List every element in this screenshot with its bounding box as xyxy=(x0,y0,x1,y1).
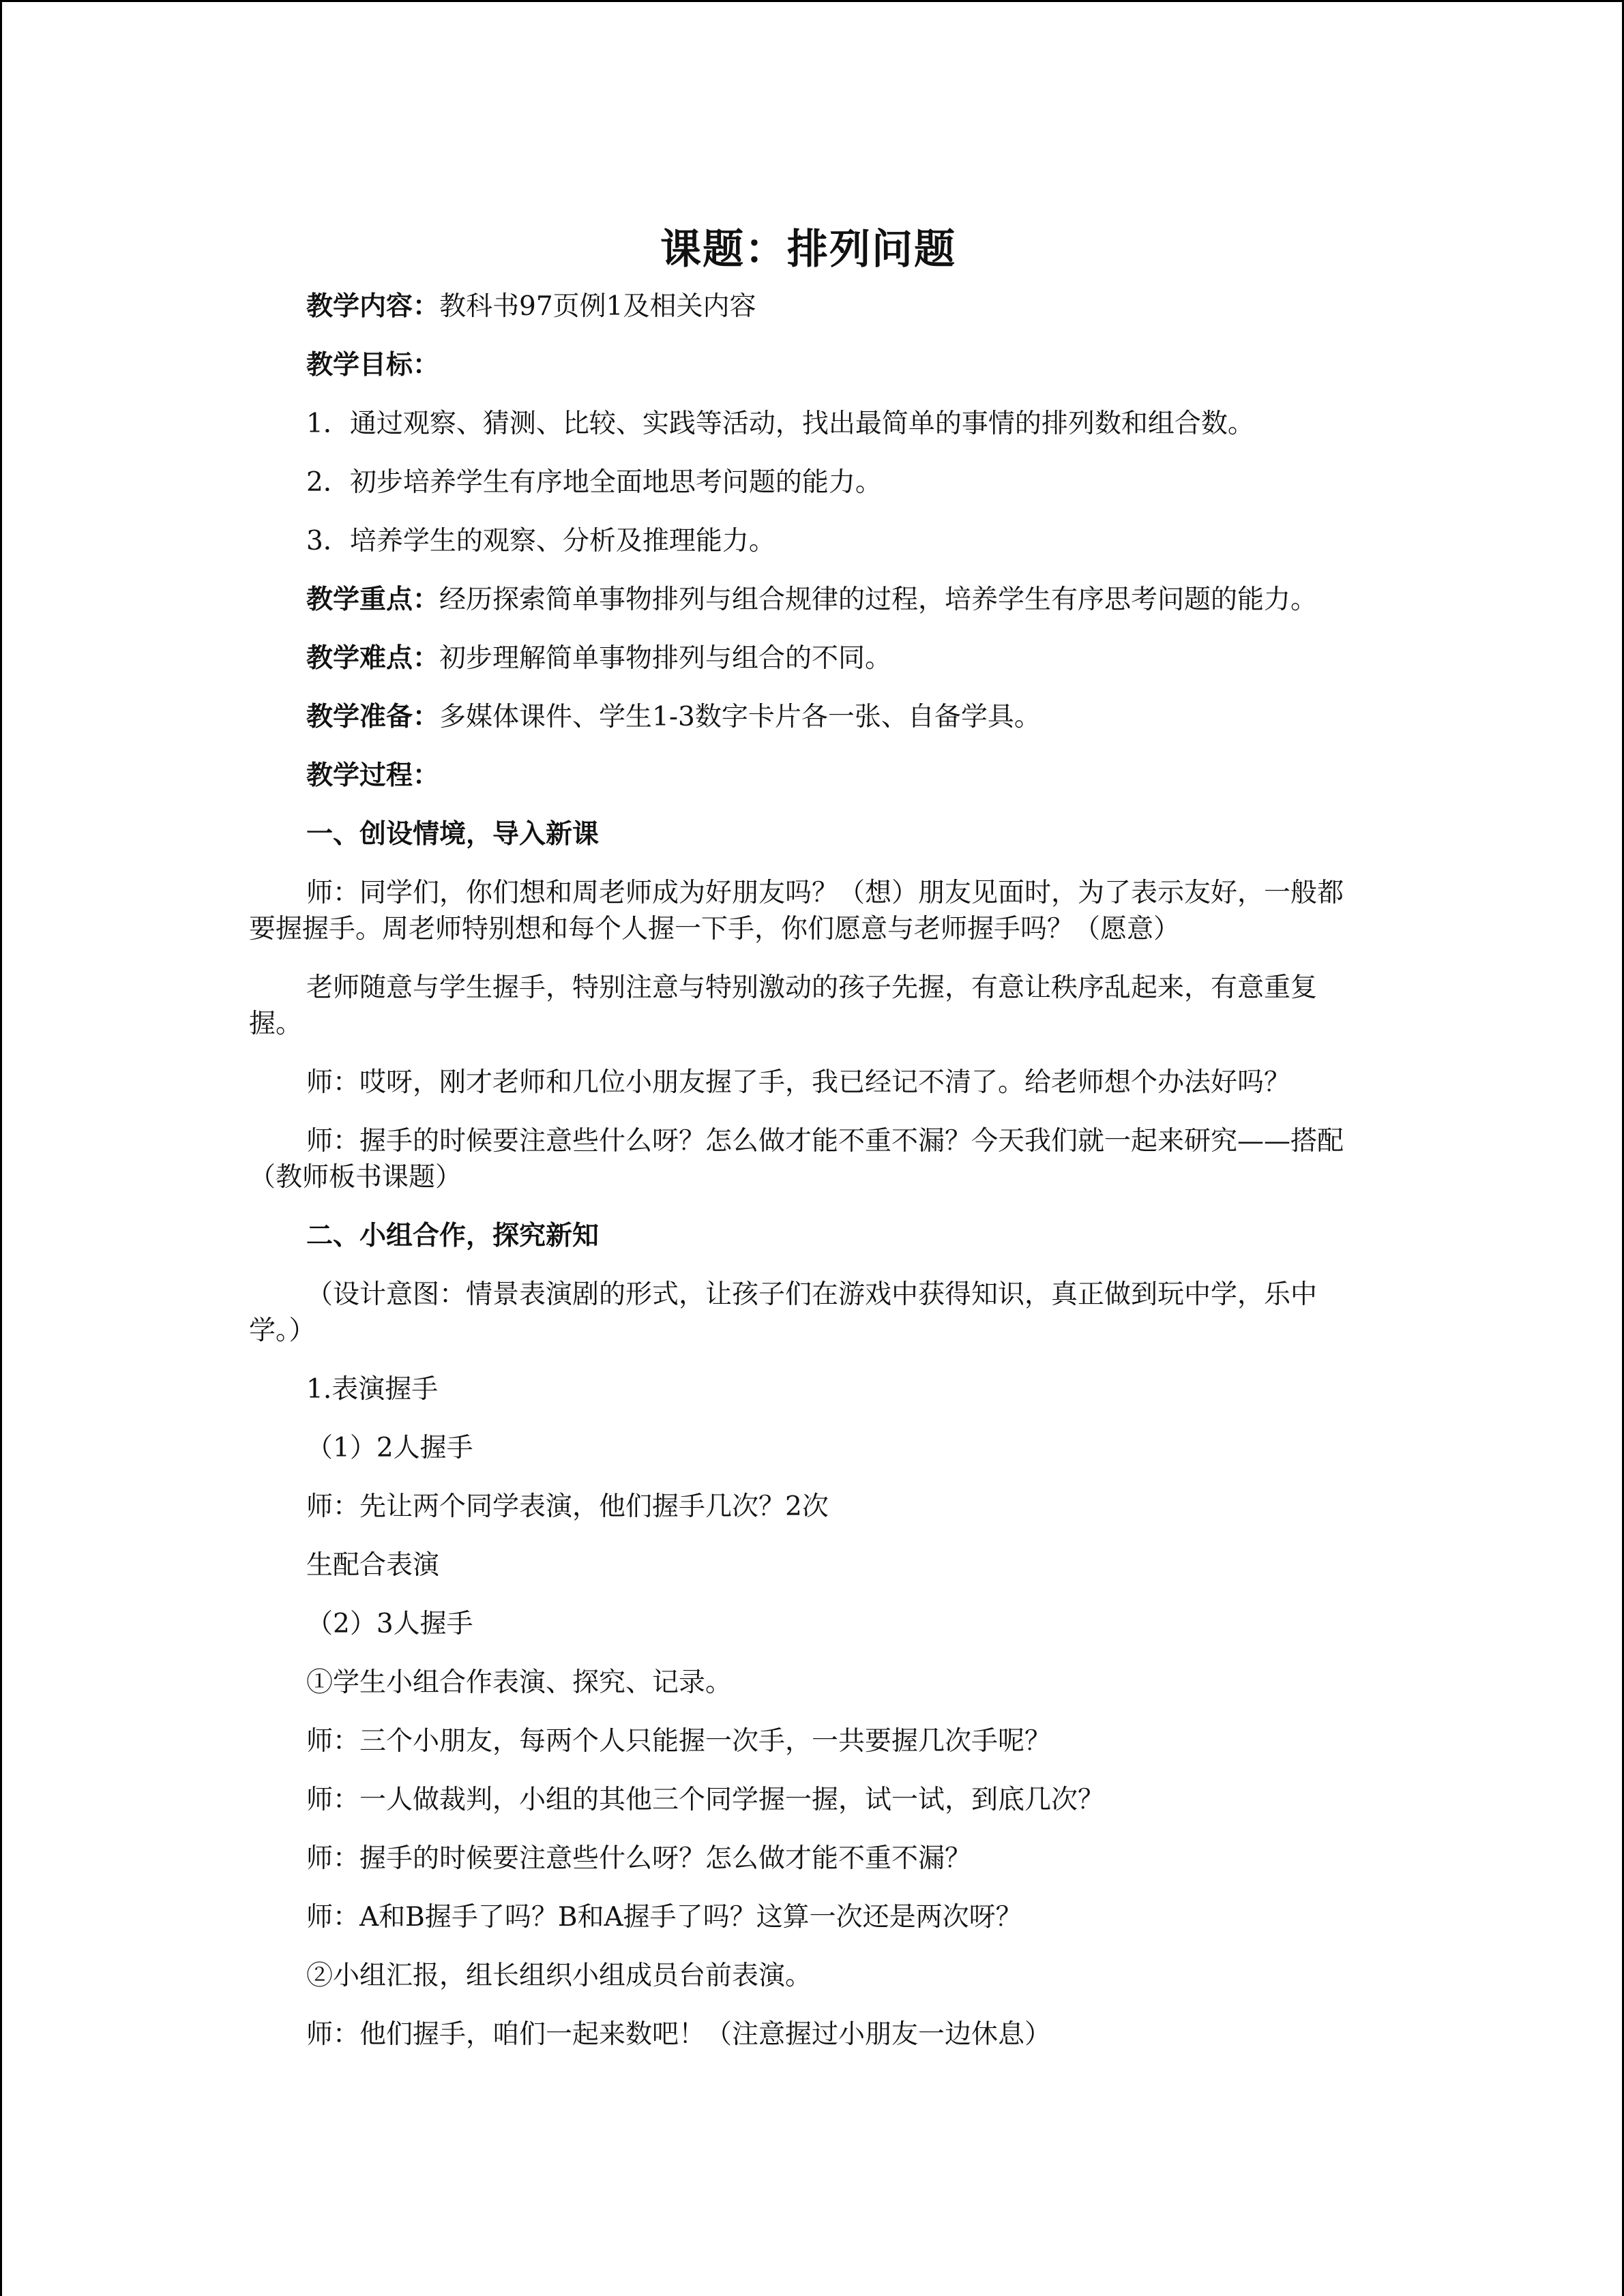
section-1-paragraph: 师：握手的时候要注意些什么呀？怎么做才能不重不漏？今天我们就一起来研究——搭配（教师板书课题） xyxy=(249,1126,1344,1193)
section-2-paragraph: 师：先让两个同学表演，他们握手几次？2次 xyxy=(306,1491,829,1522)
teaching-prep-text: 多媒体课件、学生1-3数字卡片各一张、自备学具。 xyxy=(439,702,1041,732)
teaching-process-heading xyxy=(249,758,1368,794)
teaching-goals-label: 教学目标： xyxy=(306,350,440,381)
section-2-paragraph: 师：A和B握手了吗？B和A握手了吗？这算一次还是两次呀？ xyxy=(306,1902,1022,1933)
section-2-paragraph: （设计意图：情景表演剧的形式，让孩子们在游戏中获得知识，真正做到玩中学，乐中学。） xyxy=(249,1279,1318,1346)
section-2-heading: 二、小组合作，探究新知 xyxy=(306,1221,600,1251)
teaching-key xyxy=(249,582,1368,618)
section-1-heading: 一、创设情境，导入新课 xyxy=(306,819,600,850)
goal-1: 1．通过观察、猜测、比较、实践等活动，找出最简单的事情的排列数和组合数。 xyxy=(306,408,1254,439)
section-2-paragraph: 1.表演握手 xyxy=(306,1374,439,1405)
teaching-key-label: 教学重点： xyxy=(306,584,440,615)
teaching-prep-label: 教学准备： xyxy=(306,702,440,732)
section-2-paragraph: ②小组汇报，组长组织小组成员台前表演。 xyxy=(306,1960,812,1991)
teaching-prep xyxy=(249,699,1368,735)
teaching-difficulty-text: 初步理解简单事物排列与组合的不同。 xyxy=(439,643,892,674)
section-2-paragraph: （1）2人握手 xyxy=(306,1433,473,1463)
section-2-paragraph: 生配合表演 xyxy=(306,1550,440,1581)
page-title: 课题：排列问题 xyxy=(660,226,956,273)
teaching-difficulty-label: 教学难点： xyxy=(306,643,440,674)
section-2-paragraph: 师：三个小朋友，每两个人只能握一次手，一共要握几次手呢？ xyxy=(306,1726,1052,1757)
section-2-paragraph: 师：一人做裁判，小组的其他三个同学握一握，试一试，到底几次？ xyxy=(306,1785,1105,1815)
section-1-paragraph: 师：同学们，你们想和周老师成为好朋友吗？（想）朋友见面时，为了表示友好，一般都要握握手。周老师特别想和每个人握一下手，你们愿意与老师握手吗？（愿意） xyxy=(249,878,1344,944)
teaching-key-text: 经历探索简单事物排列与组合规律的过程，培养学生有序思考问题的能力。 xyxy=(439,584,1318,615)
section-2-paragraph: （2）3人握手 xyxy=(306,1609,473,1639)
teaching-content-label: 教学内容： xyxy=(306,291,440,322)
teaching-content-text: 教科书97页例1及相关内容 xyxy=(439,291,756,322)
teaching-difficulty xyxy=(249,640,1368,676)
teaching-goals-heading xyxy=(249,347,1368,383)
section-2-paragraph: 师：他们握手，咱们一起来数吧！（注意握过小朋友一边休息） xyxy=(306,2019,1052,2050)
teaching-process-label: 教学过程： xyxy=(306,760,440,791)
section-2-paragraph: ①学生小组合作表演、探究、记录。 xyxy=(306,1667,733,1698)
section-1-paragraph: 老师随意与学生握手，特别注意与特别激动的孩子先握，有意让秩序乱起来，有意重复握。 xyxy=(249,972,1318,1039)
section-2-paragraph: 师：握手的时候要注意些什么呀？怎么做才能不重不漏？ xyxy=(306,1843,972,1874)
goal-3: 3．培养学生的观察、分析及推理能力。 xyxy=(306,526,776,556)
section-1-paragraph: 师：哎呀，刚才老师和几位小朋友握了手，我已经记不清了。给老师想个办法好吗？ xyxy=(306,1067,1291,1098)
document-body xyxy=(249,219,1368,2075)
teaching-content xyxy=(249,288,1368,325)
goal-2: 2．初步培养学生有序地全面地思考问题的能力。 xyxy=(306,467,882,498)
